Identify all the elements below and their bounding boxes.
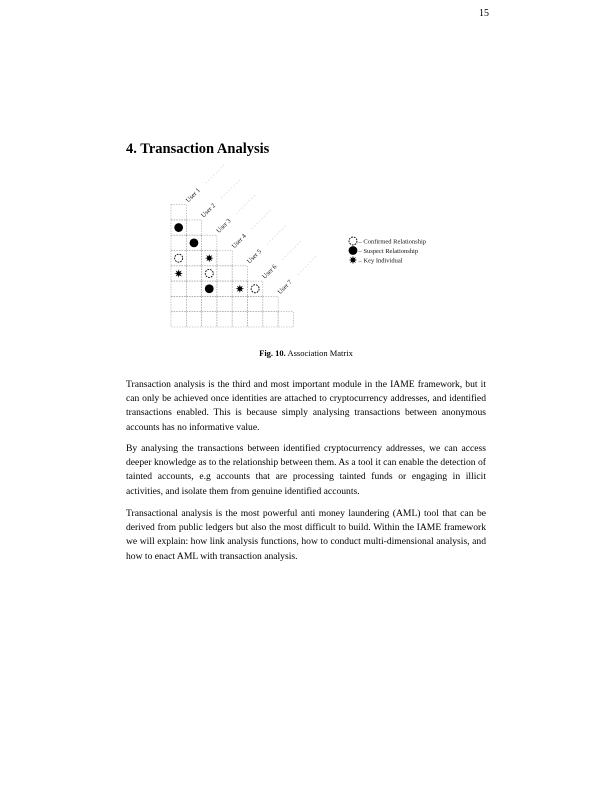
marker-key	[236, 285, 244, 293]
grid-cell	[186, 296, 201, 311]
grid-cell	[202, 266, 217, 281]
grid-cell	[186, 251, 201, 266]
grid-cell	[186, 281, 201, 296]
grid-cell	[248, 296, 263, 311]
marker-confirmed	[205, 269, 213, 277]
user-label: User 2	[200, 202, 218, 220]
marker-suspect	[174, 223, 183, 232]
grid-cell	[232, 312, 247, 327]
grid-cell	[248, 281, 263, 296]
grid-cell	[186, 266, 201, 281]
marker-key	[174, 269, 182, 277]
grid-cell	[217, 312, 232, 327]
grid-cell	[248, 312, 263, 327]
grid-cell	[217, 296, 232, 311]
grid-cell	[171, 296, 186, 311]
user-label: User 4	[230, 232, 248, 250]
grid-cell	[263, 312, 278, 327]
grid-cell	[232, 266, 247, 281]
grid-cell	[217, 266, 232, 281]
section-heading: 4. Transaction Analysis	[126, 141, 270, 157]
matrix-user-labels	[185, 162, 319, 296]
paragraph-3: Transactional analysis is the most powerful anti money laundering (AML) tool that can be derived from public ledgers but also the most difficult to build. Within the IAME framework we will explain: how link analysis functions, how to conduct multi-dimensional analysis, and how to enact AML with transaction analysis.	[126, 508, 486, 562]
faint-user-annotation: - - - - - - - -	[219, 177, 243, 201]
grid-cell	[232, 296, 247, 311]
grid-cell	[202, 296, 217, 311]
grid-cell	[186, 220, 201, 235]
paragraph-2: By analysing the transactions between identified cryptocurrency addresses, we can access deeper knowledge as to the relationship between them. As a tool it can enable the detection of tainted accounts, e.g accounts that are processing tainted funds or engaging in illicit activities, and isolate them from genuine identified accounts.	[126, 443, 486, 497]
marker-suspect	[190, 238, 199, 247]
faint-user-annotation: - - - - - - - -	[265, 223, 289, 247]
faint-user-annotation: - - - - - - - -	[249, 208, 273, 232]
page-number: 15	[479, 8, 489, 19]
grid-cell	[171, 205, 186, 220]
grid-cell	[217, 251, 232, 266]
figure-caption-text: Association Matrix	[287, 348, 353, 358]
legend-confirmed-icon	[349, 237, 357, 245]
faint-user-annotation: - - - - - - - -	[203, 162, 227, 186]
user-label: User 3	[215, 217, 233, 235]
legend-suspect-label: – Suspect Relationship	[358, 247, 419, 255]
grid-cell	[171, 281, 186, 296]
matrix-legend	[349, 237, 426, 264]
legend-confirmed-label: – Confirmed Relationship	[358, 238, 427, 246]
grid-cell	[202, 235, 217, 250]
user-label: User 7	[276, 278, 294, 296]
grid-cell	[171, 312, 186, 327]
legend-key-label: – Key Individual	[358, 257, 403, 265]
paragraph-1: Transaction analysis is the third and most important module in the IAME framework, but it can only be achieved once identities are attached to cryptocurrency addresses, and identified transactions enabled. This is because simply analysing transactions between anonymous accounts has no informative value.	[126, 379, 486, 433]
user-label: User 5	[245, 248, 264, 266]
grid-cell	[263, 296, 278, 311]
grid-cell	[217, 281, 232, 296]
grid-cell	[202, 312, 217, 327]
grid-cell	[171, 235, 186, 250]
figure-caption	[126, 348, 486, 358]
user-label: User 1	[184, 186, 202, 205]
user-label: User 6	[261, 263, 279, 281]
legend-suspect-icon	[349, 246, 358, 255]
faint-user-annotation: - - - - - - - -	[295, 254, 319, 278]
faint-user-annotation: - - - - - - - -	[234, 193, 258, 217]
marker-confirmed	[175, 254, 183, 262]
legend-key-icon	[349, 256, 357, 264]
marker-key	[205, 254, 213, 262]
grid-cell	[186, 312, 201, 327]
figure-caption-label: Fig. 10.	[259, 348, 286, 358]
grid-cell	[171, 251, 186, 266]
faint-user-annotation: - - - - - - - -	[280, 239, 304, 263]
grid-cell	[278, 312, 293, 327]
marker-confirmed	[251, 285, 259, 293]
marker-suspect	[205, 284, 214, 293]
